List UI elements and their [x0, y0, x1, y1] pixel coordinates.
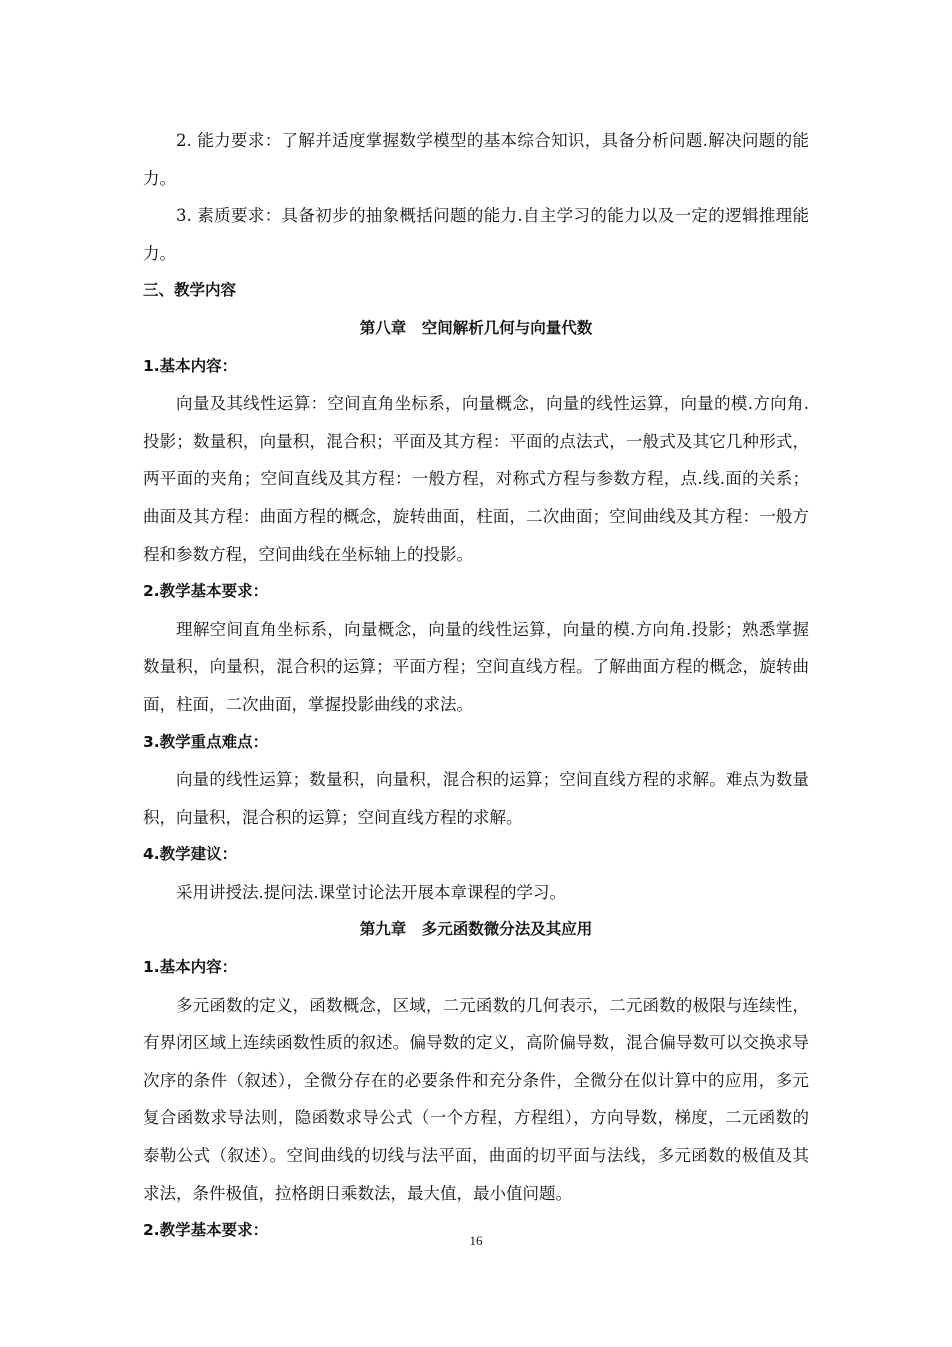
chapter-8-advice-heading: 4.教学建议：	[143, 845, 238, 864]
page-content	[143, 122, 809, 1250]
chapter-8-basic-heading: 1.基本内容：	[143, 356, 238, 375]
chapter-9-requirements-heading: 2.教学基本要求：	[143, 1221, 269, 1240]
chapter-8-basic-text: 向量及其线性运算：空间直角坐标系，向量概念，向量的线性运算，向量的模.方向角.投影；数量积，向量积，混合积；平面及其方程：平面的点法式，一般式及其它几种形式，两平面的夹角；空间直线及其方程：一般方程，对称式方程与参数方程，点.线.面的关系；曲面及其方程：曲面方程的概念，旋转曲面，柱面，二次曲面；空间曲线及其方程：一般方程和参数方程，空间曲线在坐标轴上的投影。	[143, 394, 809, 564]
chapter-8-title: 第八章 空间解析几何与向量代数	[359, 318, 593, 337]
chapter-9-title: 第九章 多元函数微分法及其应用	[359, 920, 593, 939]
chapter-8-key-points-text: 向量的线性运算；数量积，向量积，混合积的运算；空间直线方程的求解。难点为数量积，向量积，混合积的运算；空间直线方程的求解。	[143, 770, 809, 827]
chapter-8-advice-text: 采用讲授法.提问法.课堂讨论法开展本章课程的学习。	[176, 882, 566, 902]
chapter-8-requirements-text: 理解空间直角坐标系，向量概念，向量的线性运算，向量的模.方向角.投影；熟悉掌握数量积，向量积，混合积的运算；平面方程；空间直线方程。了解曲面方程的概念，旋转曲面，柱面，二次曲面，掌握投影曲线的求法。	[143, 619, 809, 714]
chapter-9-basic-text: 多元函数的定义，函数概念，区域，二元函数的几何表示，二元函数的极限与连续性，有界闭区域上连续函数性质的叙述。偏导数的定义，高阶偏导数，混合偏导数可以交换求导次序的条件（叙述），全微分存在的必要条件和充分条件，全微分在似计算中的应用，多元复合函数求导法则，隐函数求导公式（一个方程，方程组），方向导数，梯度，二元函数的泰勒公式（叙述）。空间曲线的切线与法平面，曲面的切平面与法线，多元函数的极值及其求法，条件极值，拉格朗日乘数法，最大值，最小值问题。	[143, 995, 809, 1203]
section-title: 三、教学内容	[143, 281, 237, 300]
chapter-8-requirements-heading: 2.教学基本要求：	[143, 582, 269, 601]
chapter-9-basic-heading: 1.基本内容：	[143, 958, 238, 977]
page-number: 16	[469, 1233, 483, 1248]
chapter-8-key-points-heading: 3.教学重点难点：	[143, 732, 269, 751]
ability-requirement: 2. 能力要求：了解并适度掌握数学模型的基本综合知识，具备分析问题.解决问题的能力。	[143, 131, 809, 188]
quality-requirement: 3. 素质要求：具备初步的抽象概括问题的能力.自主学习的能力以及一定的逻辑推理能力。	[143, 206, 809, 263]
